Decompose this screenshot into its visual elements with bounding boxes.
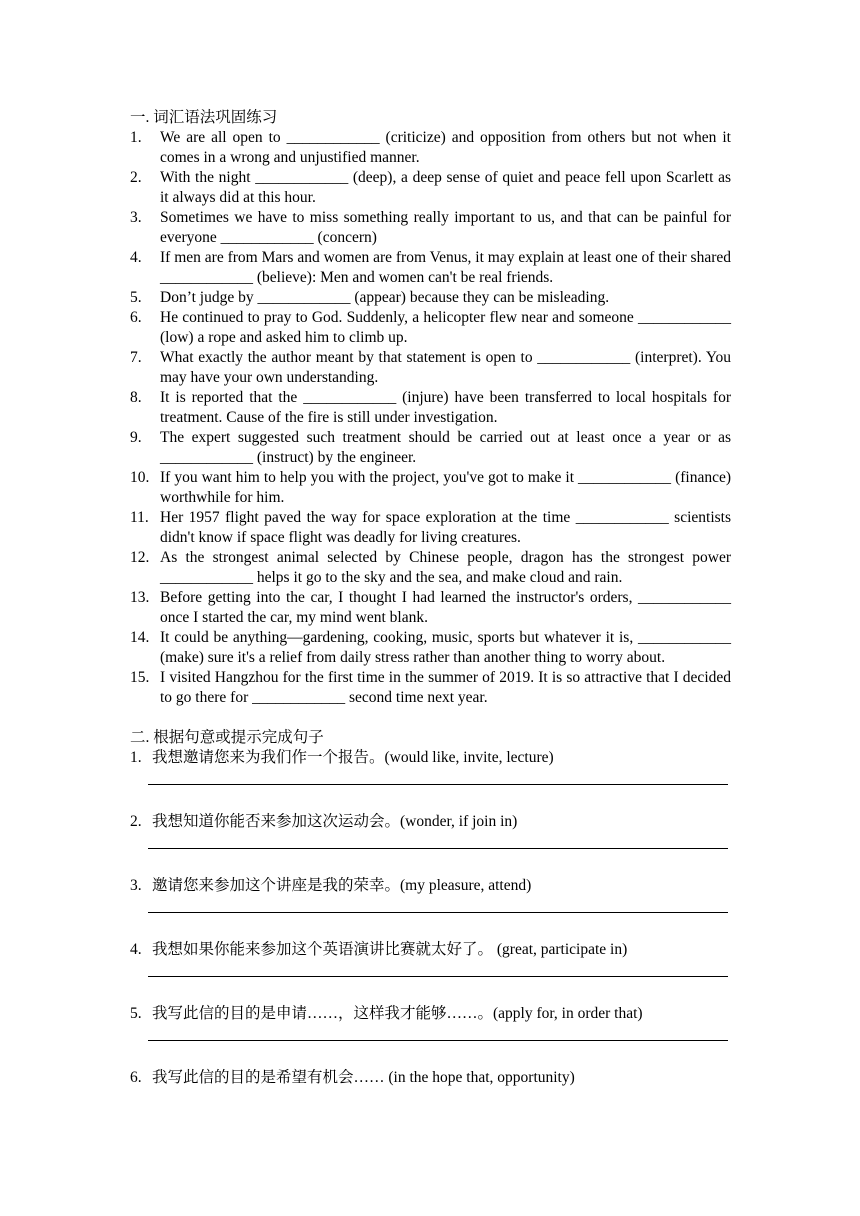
item-text: With the night ____________ (deep), a deep sense of quiet and peace fell upon Scarlett as it always did at this hour.	[160, 169, 731, 206]
item-number: 15.	[130, 669, 150, 686]
item-text: 我想知道你能否来参加这次运动会。(wonder, if join in)	[152, 813, 518, 830]
section1-list	[130, 128, 731, 708]
exercise-item	[130, 548, 731, 588]
item-text: Sometimes we have to miss something really important to us, and that can be painful for everyone ____________ (concern)	[160, 209, 731, 246]
translation-item	[130, 1004, 731, 1024]
item-number: 3.	[130, 877, 142, 894]
item-text: Her 1957 flight paved the way for space exploration at the time ____________ scientists didn't know if space flight was deadly for living creatures.	[160, 509, 731, 546]
item-text: As the strongest animal selected by Chinese people, dragon has the strongest power ____________ helps it go to the sky and the sea, and make cloud and rain.	[160, 549, 731, 586]
item-text: The expert suggested such treatment should be carried out at least once a year or as ____________ (instruct) by the engineer.	[160, 429, 731, 466]
answer-line[interactable]	[148, 1024, 728, 1041]
item-text: If men are from Mars and women are from Venus, it may explain at least one of their shared ____________ (believe): Men and women can't be real friends.	[160, 249, 731, 286]
exercise-item	[130, 168, 731, 208]
translation-item	[130, 748, 731, 768]
item-number: 5.	[130, 289, 142, 306]
item-number: 13.	[130, 589, 150, 606]
answer-line[interactable]	[148, 896, 728, 913]
translation-item	[130, 876, 731, 896]
item-number: 4.	[130, 941, 142, 958]
exercise-item	[130, 388, 731, 428]
item-number: 7.	[130, 349, 142, 366]
item-number: 2.	[130, 169, 142, 186]
exercise-item	[130, 508, 731, 548]
answer-line[interactable]	[148, 768, 728, 785]
item-number: 6.	[130, 1069, 142, 1086]
exercise-item	[130, 308, 731, 348]
item-number: 1.	[130, 129, 142, 146]
translation-item	[130, 940, 731, 960]
item-text: Don’t judge by ____________ (appear) because they can be misleading.	[160, 289, 610, 306]
item-number: 2.	[130, 813, 142, 830]
item-number: 3.	[130, 209, 142, 226]
exercise-item	[130, 668, 731, 708]
exercise-item	[130, 468, 731, 508]
item-text: 我写此信的目的是申请……，这样我才能够……。(apply for, in order that)	[152, 1005, 643, 1022]
section2-list	[130, 748, 731, 1088]
exercise-item	[130, 428, 731, 468]
exercise-item	[130, 348, 731, 388]
item-text: It is reported that the ____________ (injure) have been transferred to local hospitals for treatment. Cause of the fire is still under investigation.	[160, 389, 731, 426]
exercise-item	[130, 588, 731, 628]
exercise-item	[130, 128, 731, 168]
exercise-item	[130, 248, 731, 288]
item-number: 12.	[130, 549, 150, 566]
item-number: 1.	[130, 749, 142, 766]
item-text: 我想如果你能来参加这个英语演讲比赛就太好了。 (great, participate in)	[152, 941, 628, 958]
exercise-item	[130, 288, 731, 308]
item-number: 14.	[130, 629, 150, 646]
item-text: 我写此信的目的是希望有机会…… (in the hope that, opportunity)	[152, 1069, 575, 1086]
answer-line[interactable]	[148, 960, 728, 977]
section1-title: 一. 词汇语法巩固练习	[130, 109, 278, 126]
translation-item	[130, 1068, 731, 1088]
item-text: It could be anything—gardening, cooking, music, sports but whatever it is, ____________ (make) sure it's a relief from daily stress rather than another thing to worry about.	[160, 629, 731, 666]
item-text: 我想邀请您来为我们作一个报告。(would like, invite, lecture)	[152, 749, 554, 766]
answer-line[interactable]	[148, 832, 728, 849]
exercise-item	[130, 208, 731, 248]
item-number: 8.	[130, 389, 142, 406]
exercise-item	[130, 628, 731, 668]
item-text: I visited Hangzhou for the first time in the summer of 2019. It is so attractive that I decided to go there for ____________ second time next year.	[160, 669, 731, 706]
worksheet-content	[130, 108, 731, 1088]
item-text: 邀请您来参加这个讲座是我的荣幸。(my pleasure, attend)	[152, 877, 532, 894]
translation-item	[130, 812, 731, 832]
item-number: 11.	[130, 509, 149, 526]
item-text: Before getting into the car, I thought I had learned the instructor's orders, ____________ once I started the car, my mind went blank.	[160, 589, 731, 626]
item-number: 10.	[130, 469, 150, 486]
item-number: 6.	[130, 309, 142, 326]
item-number: 5.	[130, 1005, 142, 1022]
item-text: What exactly the author meant by that statement is open to ____________ (interpret). You may have your own understanding.	[160, 349, 731, 386]
item-number: 4.	[130, 249, 142, 266]
item-text: He continued to pray to God. Suddenly, a helicopter flew near and someone ____________ (low) a rope and asked him to climb up.	[160, 309, 731, 346]
section2-title: 二. 根据句意或提示完成句子	[130, 729, 324, 746]
item-text: If you want him to help you with the project, you've got to make it ____________ (finance) worthwhile for him.	[160, 469, 731, 506]
item-number: 9.	[130, 429, 142, 446]
item-text: We are all open to ____________ (criticize) and opposition from others but not when it comes in a wrong and unjustified manner.	[160, 129, 731, 166]
